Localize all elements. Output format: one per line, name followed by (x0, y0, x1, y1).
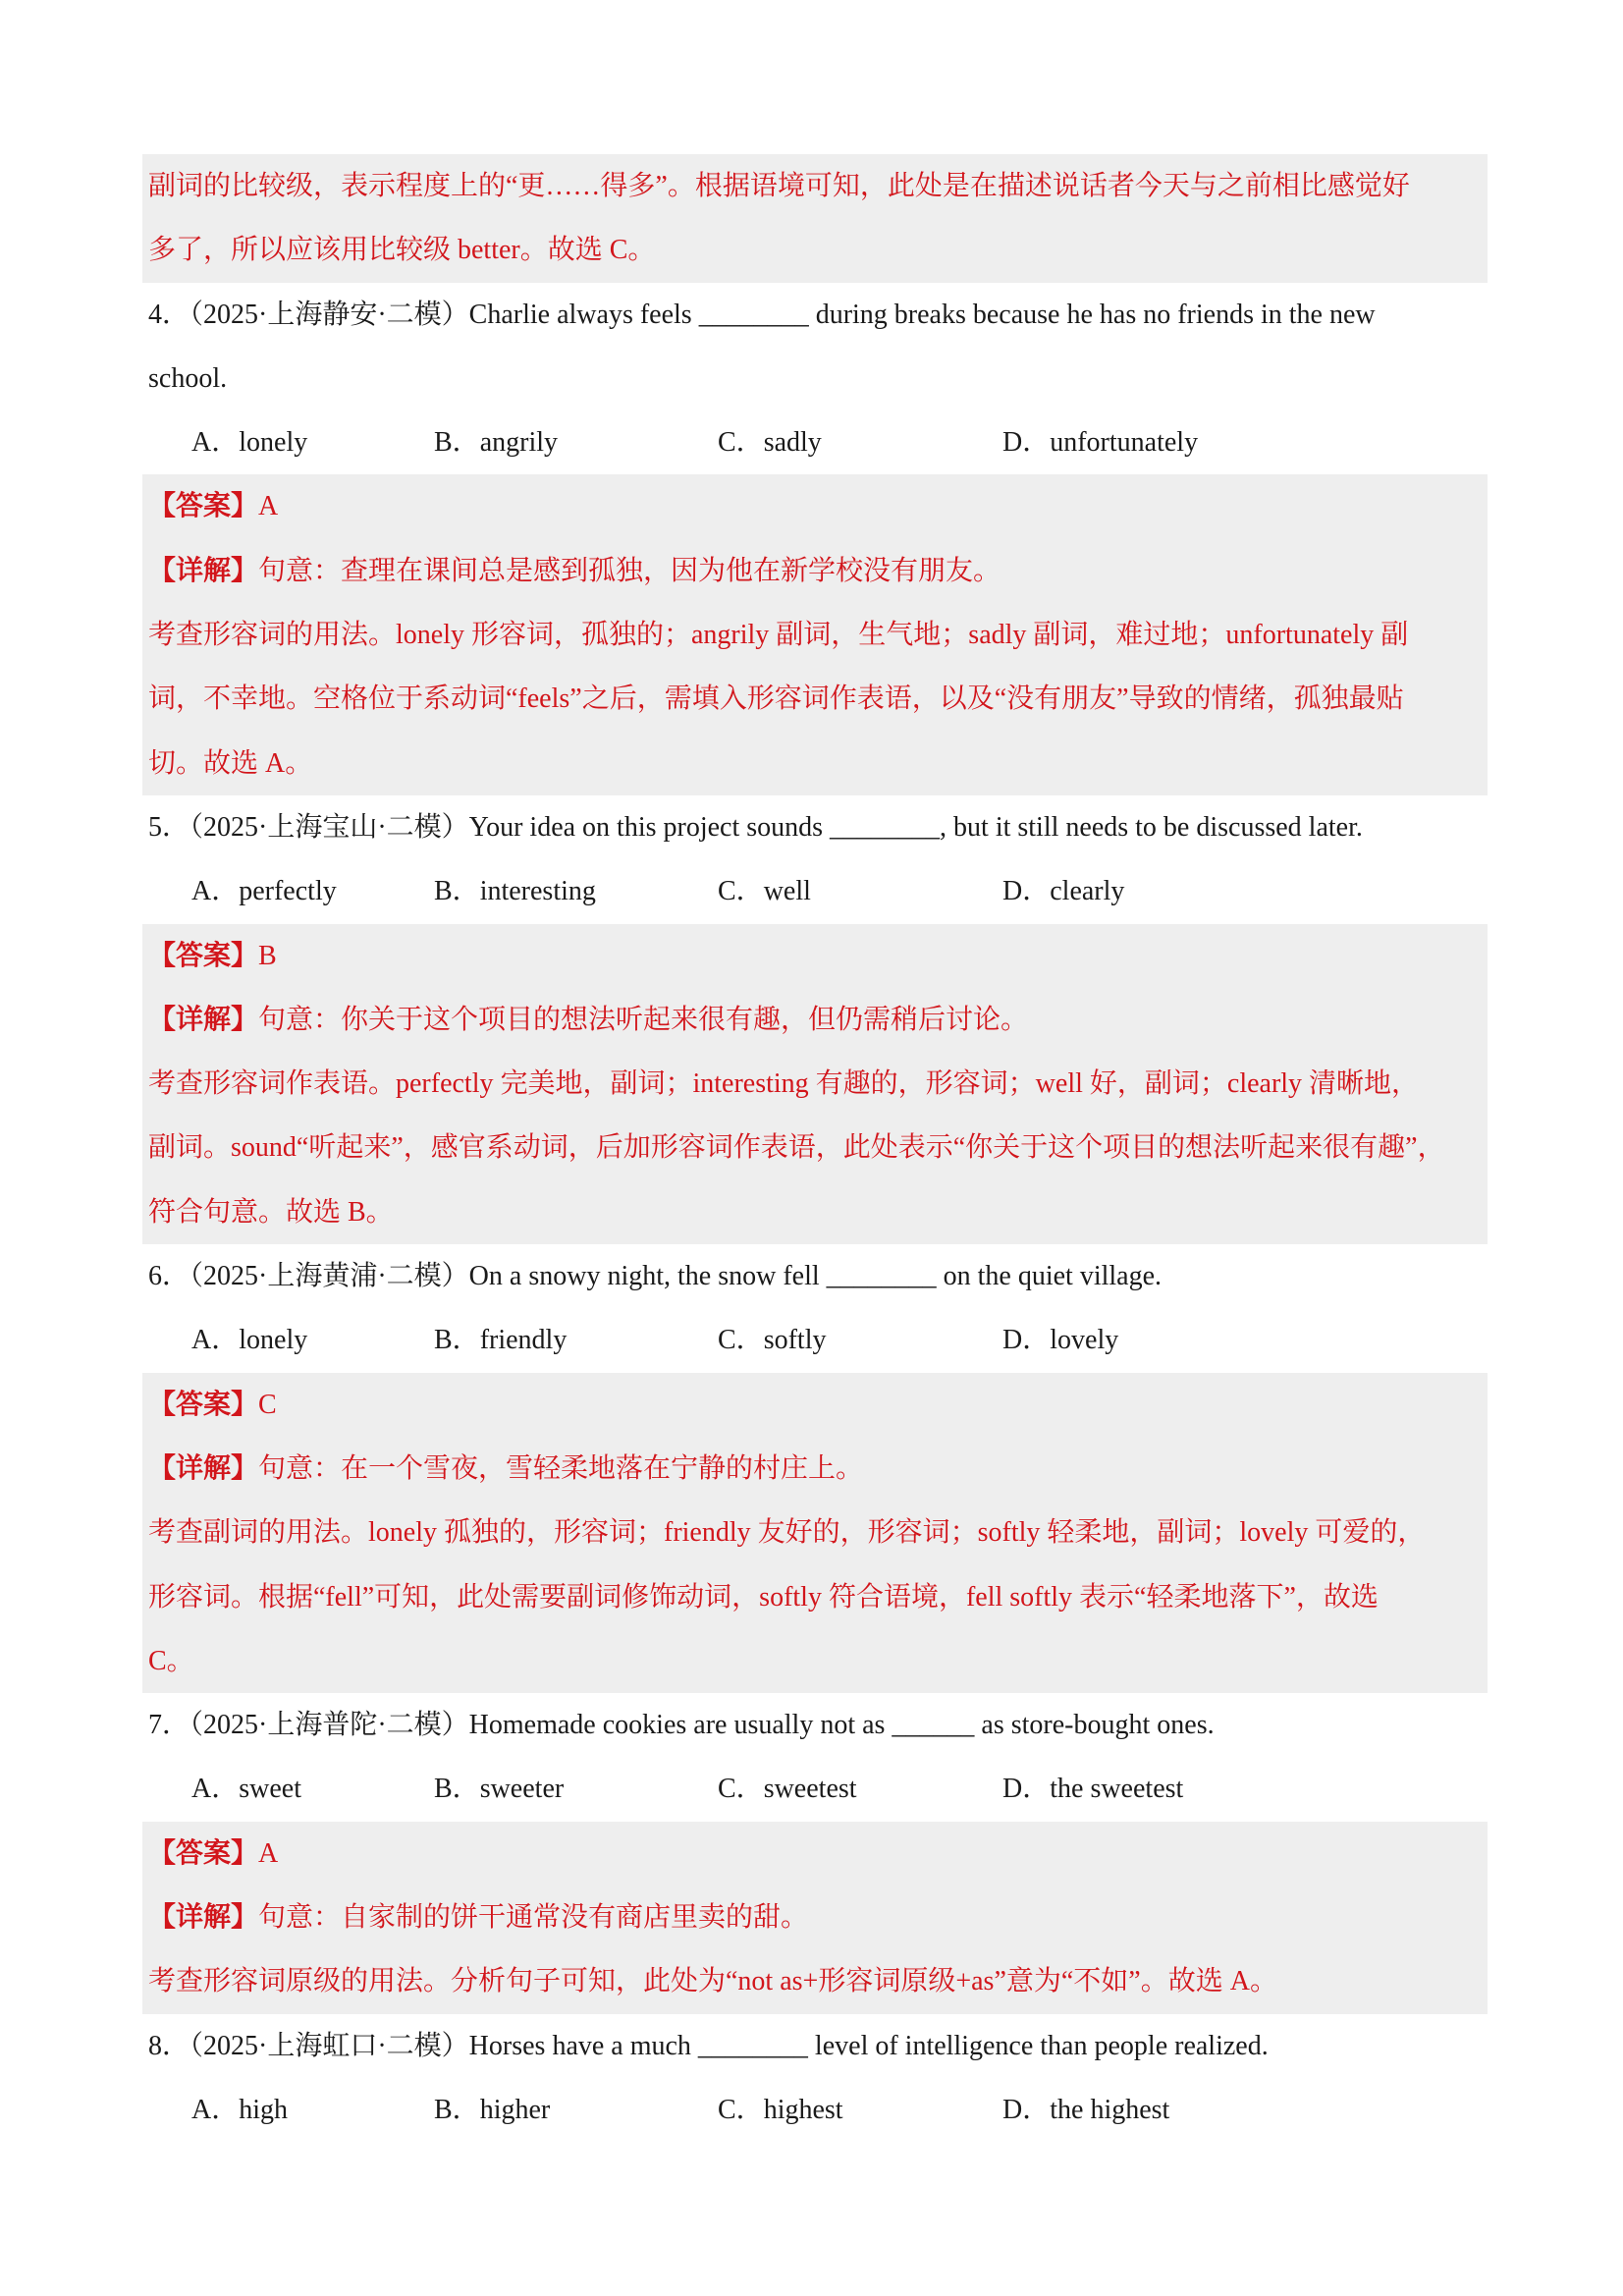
analysis-line: 副词的比较级，表示程度上的“更……得多”。根据语境可知，此处是在描述说话者今天与之前相比感觉好 (148, 171, 1410, 201)
question-stem-continued (142, 347, 1488, 410)
question-stem-text: Charlie always feels ________ during breaks because he has no friends in the new (468, 299, 1376, 330)
question-number: 7． (148, 1710, 190, 1741)
question-stem-text: Horses have a much ________ level of intelligence than people realized. (468, 2030, 1269, 2061)
option-text: high (239, 2094, 289, 2125)
option-text: sweet (239, 1774, 301, 1805)
option-text: lovely (1050, 1325, 1119, 1356)
option-c (718, 2078, 843, 2142)
option-a (191, 1308, 307, 1372)
question-number: 5． (148, 811, 190, 843)
analysis-line: C。 (148, 1645, 194, 1676)
options-row (142, 2078, 1488, 2142)
question-source: （2025·上海普陀·二模） (189, 1710, 469, 1741)
question-source: （2025·上海宝山·二模） (189, 811, 469, 843)
option-letter: B． (434, 876, 480, 907)
question-4 (142, 283, 1488, 795)
option-c (718, 1757, 857, 1821)
option-letter: C． (718, 2094, 764, 2125)
question-stem (142, 1693, 1488, 1757)
previous-explanation-block (142, 154, 1488, 283)
option-d (1002, 1757, 1183, 1821)
option-b (434, 1757, 564, 1821)
option-text: clearly (1050, 876, 1125, 907)
analysis-line: 切。故选 A。 (148, 747, 313, 779)
option-text: angrily (479, 427, 558, 459)
option-b (434, 1308, 567, 1372)
detail-text: 句意：查理在课间总是感到孤独，因为他在新学校没有朋友。 (258, 555, 1001, 586)
answer-line (142, 924, 1488, 988)
question-source: （2025·上海黄浦·二模） (189, 1261, 469, 1292)
option-letter: D． (1002, 2094, 1051, 2125)
option-a (191, 859, 337, 923)
option-letter: B． (434, 1325, 480, 1356)
option-b (434, 859, 596, 923)
option-letter: C． (718, 427, 764, 459)
question-5 (142, 795, 1488, 1244)
options-row (142, 859, 1488, 923)
question-source: （2025·上海静安·二模） (189, 299, 469, 330)
question-number: 4． (148, 299, 190, 330)
question-stem (142, 2014, 1488, 2078)
analysis-line: 词，不幸地。空格位于系动词“feels”之后，需填入形容词作表语，以及“没有朋友”导致的情绪，孤独最贴 (148, 683, 1404, 715)
option-letter: C． (718, 1325, 764, 1356)
options-row (142, 1757, 1488, 1821)
option-a (191, 410, 307, 474)
option-text: the sweetest (1050, 1774, 1184, 1805)
option-text: unfortunately (1050, 427, 1199, 459)
detail-label: 【详解】 (148, 1004, 259, 1035)
option-letter: B． (434, 427, 480, 459)
option-text: sweetest (763, 1774, 857, 1805)
analysis-line: 符合句意。故选 B。 (148, 1196, 394, 1228)
option-letter: A． (191, 876, 240, 907)
option-letter: C． (718, 876, 764, 907)
analysis-line: 考查形容词原级的用法。分析句子可知，此处为“not as+形容词原级+as”意为“不如”。故选 A。 (148, 1966, 1277, 1997)
option-letter: A． (191, 427, 240, 459)
answer-line (142, 1373, 1488, 1437)
detail-text: 句意：在一个雪夜，雪轻柔地落在宁静的村庄上。 (258, 1452, 864, 1484)
option-text: perfectly (239, 876, 337, 907)
option-text: lonely (239, 427, 308, 459)
analysis-line: 考查形容词的用法。lonely 形容词，孤独的；angrily 副词，生气地；sadly 副词，难过地；unfortunately 副 (148, 620, 1409, 651)
question-stem (142, 795, 1488, 859)
detail-line (142, 1437, 1488, 1501)
option-text: highest (763, 2094, 843, 2125)
detail-line (142, 1886, 1488, 1949)
detail-label: 【详解】 (148, 1452, 259, 1484)
option-letter: A． (191, 2094, 240, 2125)
answer-label: 【答案】 (148, 940, 259, 971)
option-c (718, 410, 822, 474)
option-letter: A． (191, 1774, 240, 1805)
option-d (1002, 410, 1198, 474)
option-text: sadly (763, 427, 822, 459)
option-c (718, 859, 811, 923)
option-text: lonely (239, 1325, 308, 1356)
question-source: （2025·上海虹口·二模） (189, 2030, 469, 2061)
detail-line (142, 988, 1488, 1052)
option-letter: B． (434, 1774, 480, 1805)
option-text: higher (479, 2094, 551, 2125)
option-b (434, 2078, 550, 2142)
option-c (718, 1308, 826, 1372)
detail-label: 【详解】 (148, 555, 259, 586)
option-text: sweeter (479, 1774, 565, 1805)
answer-line (142, 474, 1488, 538)
option-b (434, 410, 558, 474)
analysis-line: 多了，所以应该用比较级 better。故选 C。 (148, 235, 656, 266)
answer-value: A (258, 491, 279, 522)
detail-label: 【详解】 (148, 1902, 259, 1934)
option-d (1002, 859, 1124, 923)
option-text: softly (763, 1325, 827, 1356)
question-7 (142, 1693, 1488, 2013)
option-letter: D． (1002, 1774, 1051, 1805)
option-text: interesting (479, 876, 596, 907)
document-page (142, 154, 1488, 2142)
answer-value: C (258, 1389, 277, 1420)
detail-text: 句意：你关于这个项目的想法听起来很有趣，但仍需稍后讨论。 (258, 1004, 1029, 1035)
question-stem-text: On a snowy night, the snow fell ________ on the quiet village. (468, 1261, 1163, 1292)
answer-label: 【答案】 (148, 1837, 259, 1869)
option-letter: C． (718, 1774, 764, 1805)
answer-block (142, 1822, 1488, 2014)
option-letter: D． (1002, 427, 1051, 459)
option-a (191, 1757, 301, 1821)
option-a (191, 2078, 288, 2142)
option-letter: D． (1002, 876, 1051, 907)
question-number: 8． (148, 2030, 190, 2061)
detail-text: 句意：自家制的饼干通常没有商店里卖的甜。 (258, 1902, 809, 1934)
question-stem (142, 283, 1488, 347)
answer-block (142, 1373, 1488, 1693)
analysis-line: 考查形容词作表语。perfectly 完美地，副词；interesting 有趣的，形容词；well 好，副词；clearly 清晰地， (148, 1068, 1420, 1100)
question-stem (142, 1244, 1488, 1308)
option-d (1002, 1308, 1118, 1372)
option-letter: B． (434, 2094, 480, 2125)
analysis-line: 副词。sound“听起来”，感官系动词，后加形容词作表语，此处表示“你关于这个项目的想法听起来很有趣”， (148, 1132, 1445, 1164)
question-stem-text: school. (148, 362, 228, 394)
answer-block (142, 474, 1488, 794)
answer-label: 【答案】 (148, 491, 259, 522)
answer-label: 【答案】 (148, 1389, 259, 1420)
question-number: 6． (148, 1261, 190, 1292)
question-stem-text: Homemade cookies are usually not as ______ as store-bought ones. (468, 1710, 1215, 1741)
answer-value: A (258, 1837, 279, 1869)
option-text: well (763, 876, 811, 907)
detail-line (142, 539, 1488, 603)
option-letter: A． (191, 1325, 240, 1356)
options-row (142, 1308, 1488, 1372)
analysis-line: 形容词。根据“fell”可知，此处需要副词修饰动词，softly 符合语境，fell softly 表示“轻柔地落下”，故选 (148, 1581, 1379, 1613)
option-d (1002, 2078, 1169, 2142)
options-row (142, 410, 1488, 474)
option-letter: D． (1002, 1325, 1051, 1356)
question-8 (142, 2014, 1488, 2143)
answer-line (142, 1822, 1488, 1886)
answer-block (142, 924, 1488, 1244)
analysis-line: 考查副词的用法。lonely 孤独的，形容词；friendly 友好的，形容词；softly 轻柔地，副词；lovely 可爱的， (148, 1517, 1426, 1549)
answer-value: B (258, 940, 277, 971)
question-6 (142, 1244, 1488, 1693)
option-text: friendly (479, 1325, 568, 1356)
question-stem-text: Your idea on this project sounds ________, but it still needs to be discussed later. (468, 811, 1363, 843)
option-text: the highest (1050, 2094, 1170, 2125)
